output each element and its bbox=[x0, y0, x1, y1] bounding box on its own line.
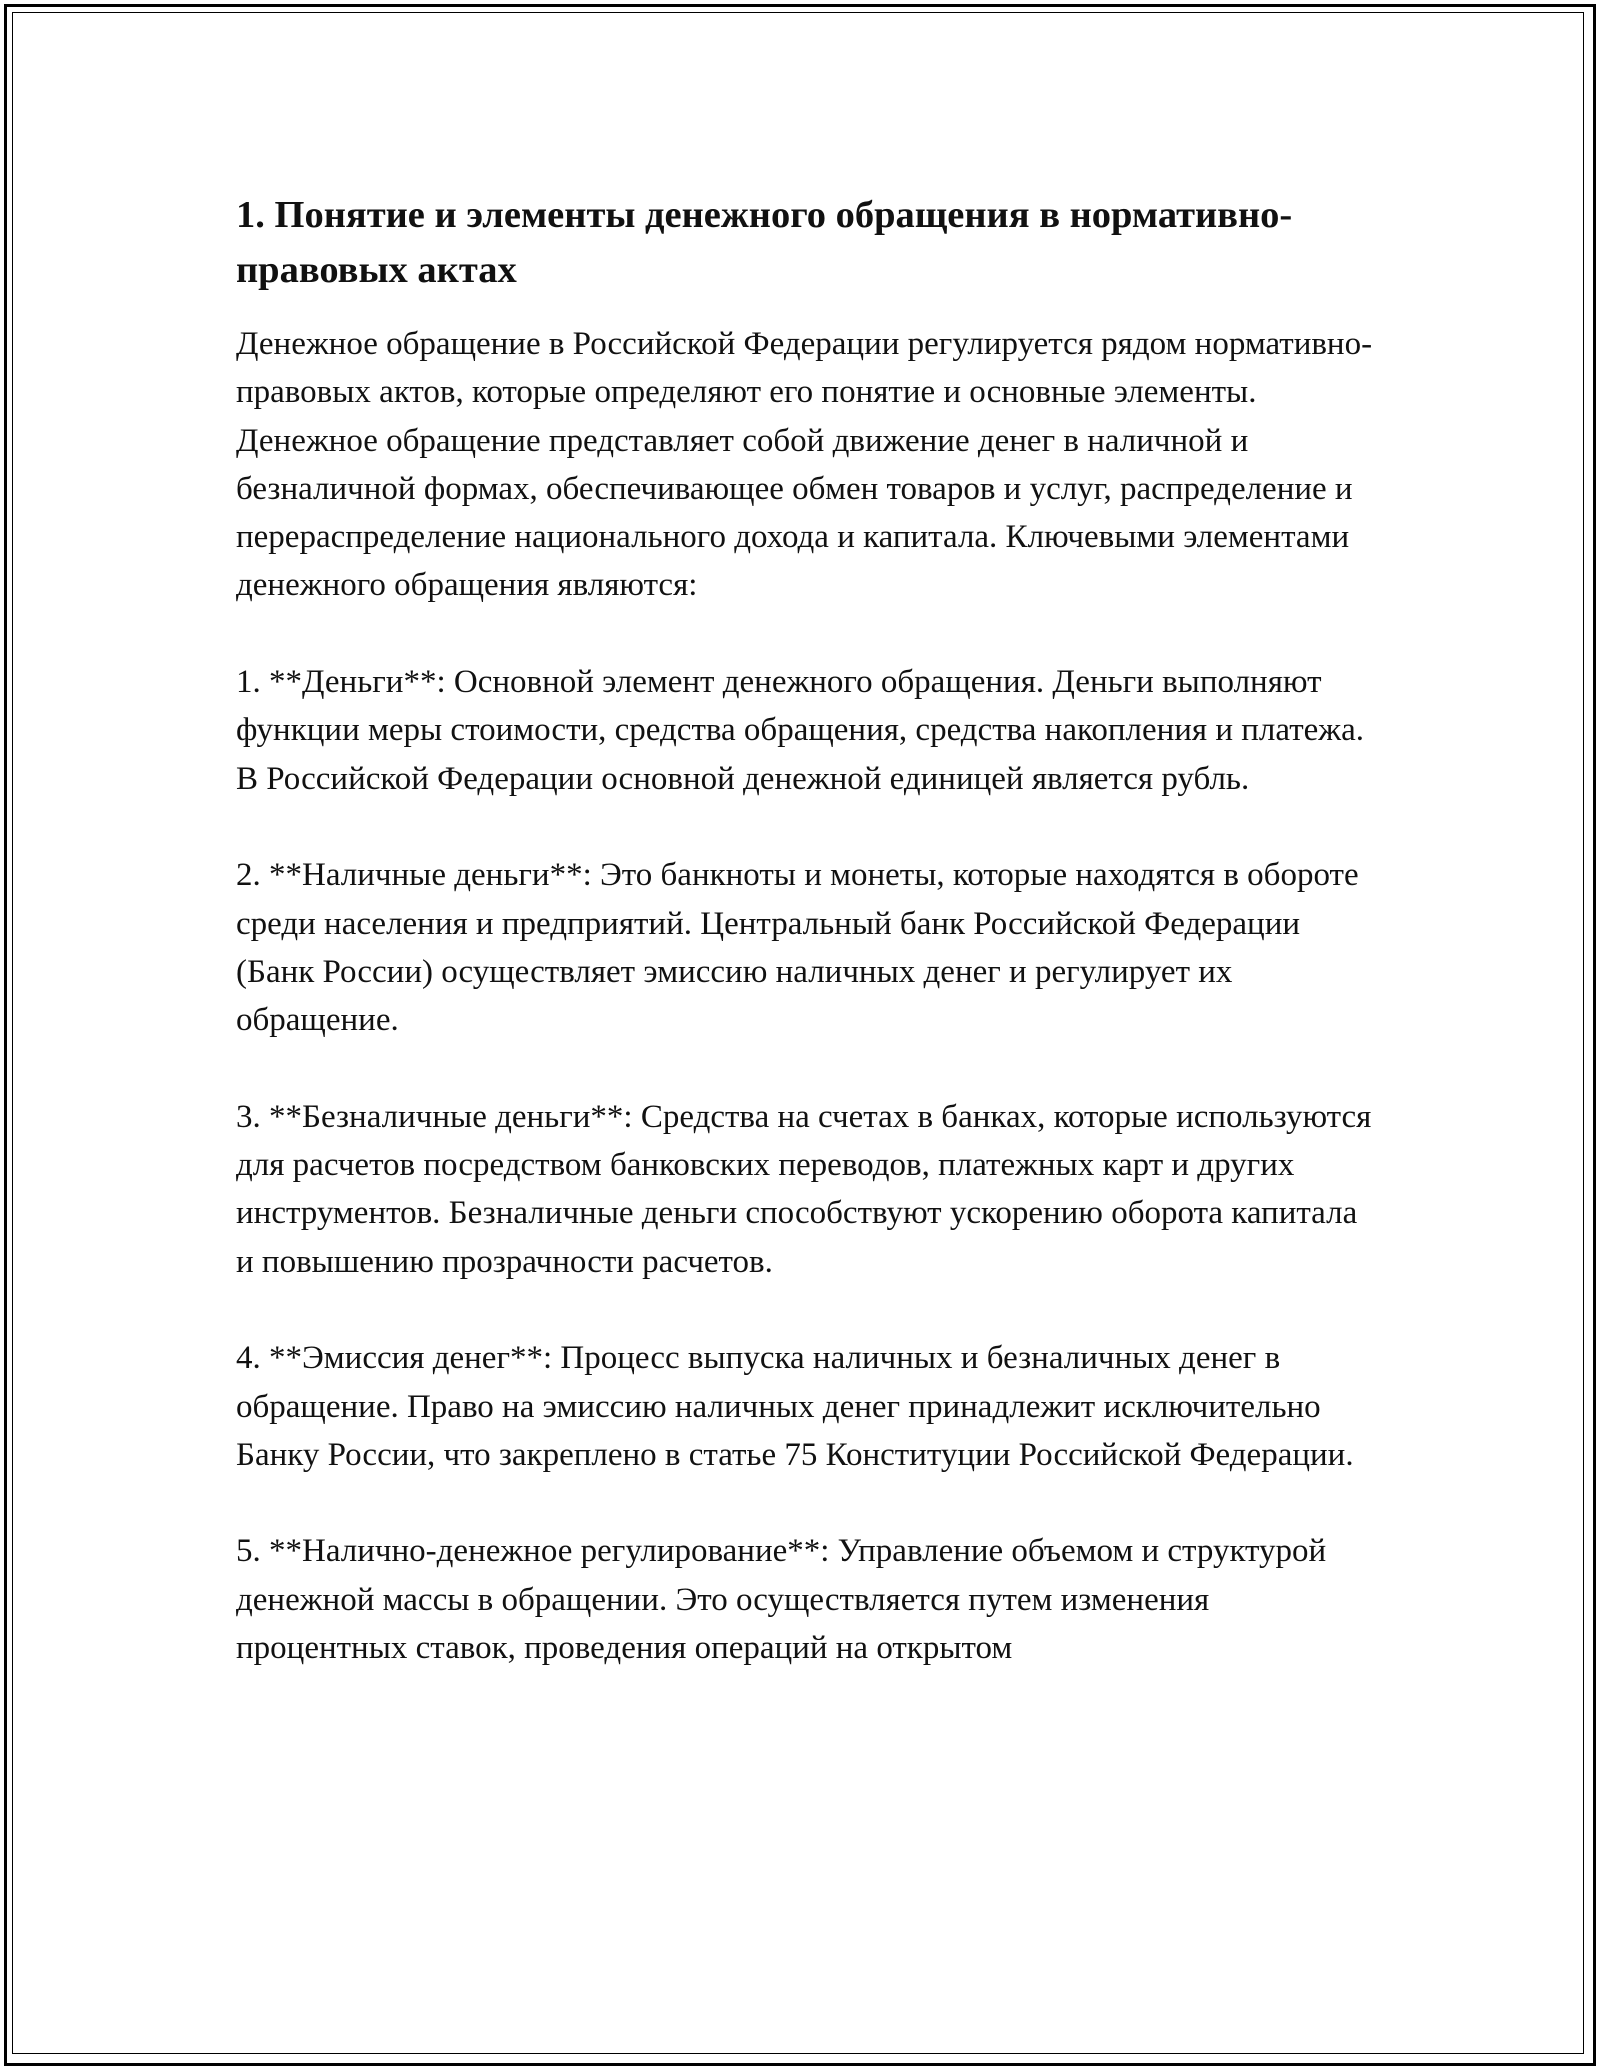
intro-paragraph: Денежное обращение в Российской Федерации регулируется рядом нормативно-правовых актов, которые определяют его понятие и основные элементы. Денежное обращение представляет собой движение денег в наличной и безналичной формах, обеспечивающее обмен товаров и услуг, распределение и перераспределение национального дохода и капитала. Ключевыми элементами денежного обращения являются: bbox=[236, 326, 1373, 604]
list-item-money: 1. **Деньги**: Основной элемент денежного обращения. Деньги выполняют функции меры стоимости, средства обращения, средства накопления и платежа. В Российской Федерации основной денежной единицей является рубль. bbox=[236, 664, 1364, 797]
list-item-emission: 4. **Эмиссия денег**: Процесс выпуска наличных и безналичных денег в обращение. Право на эмиссию наличных денег принадлежит исключительно Банку России, что закреплено в статье 75 Конституции Российской Федерации. bbox=[236, 1340, 1354, 1473]
list-item-regulation: 5. **Налично-денежное регулирование**: Управление объемом и структурой денежной массы в обращении. Это осуществляется путем изменения процентных ставок, проведения операций на открытом bbox=[236, 1533, 1327, 1667]
list-item-cash: 2. **Наличные деньги**: Это банкноты и монеты, которые находятся в обороте среди населения и предприятий. Центральный банк Российской Федерации (Банк России) осуществляет эмиссию наличных денег и регулирует их обращение. bbox=[236, 857, 1359, 1039]
list-item-non-cash: 3. **Безналичные деньги**: Средства на счетах в банках, которые используются для расчетов посредством банковских переводов, платежных карт и других инструментов. Безналичные деньги способствуют ускорению оборота капитала и повышению прозрачности расчетов. bbox=[236, 1098, 1372, 1280]
document-body bbox=[236, 188, 1376, 1672]
section-heading: 1. Понятие и элементы денежного обращения в нормативно-правовых актах bbox=[236, 194, 1293, 291]
